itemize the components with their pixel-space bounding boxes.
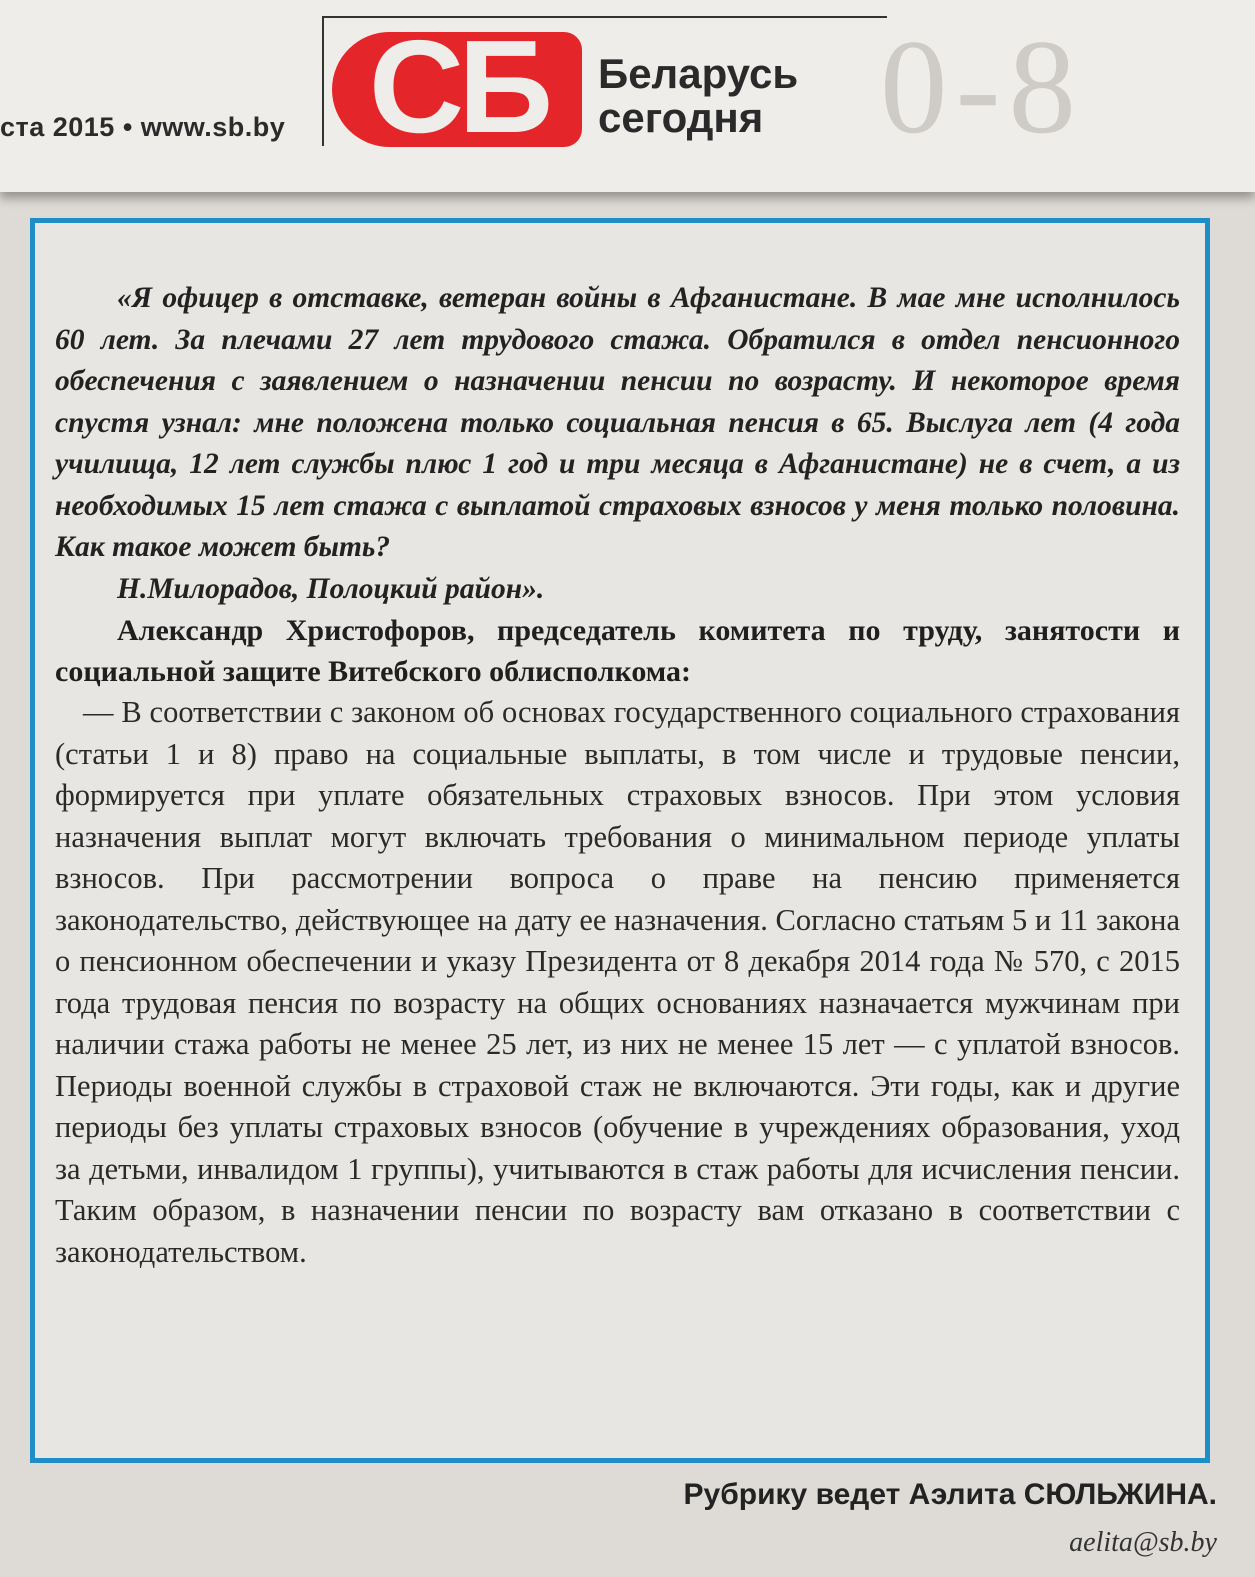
reader-letter-text: «Я офицер в отставке, ветеран войны в Афганистане. В мае мне исполнилось 60 лет. За плечами 27 лет трудового стажа. Обратился в отдел пенсионного обеспечения с заявлением о назначении пенсии по возрасту. И некоторое время спустя узнал: мне положена только социальная пенсия в 65. Выслуга лет (4 года училища, 12 лет службы плюс 1 год и три месяца в Афганистане) не в счет, а из необходимых 15 лет стажа с выплатой страховых взносов у меня только половина. Как такое может быть? (55, 282, 1180, 563)
answer-author: Александр Христофоров, председатель комитета по труду, занятости и социальной защите Витебского облисполкома: (55, 614, 1180, 688)
newspaper-title (598, 52, 798, 140)
newspaper-title-line2: сегодня (598, 94, 764, 141)
column-credit: Рубрику ведет Аэлита СЮЛЬЖИНА. (683, 1478, 1217, 1511)
reader-signature: Н.Милорадов, Полоцкий район». (117, 572, 545, 605)
author-email: aelita@sb.by (1069, 1527, 1217, 1558)
answer-text: — В соответствии с законом об основах государственного социального страхования (статьи 1 и 8) право на социальные выплаты, в том числе и трудовые пенсии, формируется при уплате обязательных страховых взносов. При этом условия назначения выплат могут включать требования о минимальном периоде уплаты взносов. При рассмотрении вопроса о праве на пенсию применяется законодательство, действующее на дату ее назначения. Согласно статьям 5 и 11 закона о пенсионном обеспечении и указу Президента от 8 декабря 2014 года № 570, с 2015 года трудовая пенсия по возрасту на общих основаниях назначается мужчинам при наличии стажа работы не менее 25 лет, из них не менее 15 лет — с уплатой взносов. Периоды военной службы в страховой стаж не включаются. Эти годы, как и другие периоды без уплаты страховых взносов (обучение в учреждениях образования, уход за детьми, инвалидом 1 группы), учитываются в стаж работы для исчисления пенсии. Таким образом, в назначении пенсии по возрасту вам отказано в соответствии с законодательством. (55, 695, 1180, 1269)
masthead-divider (322, 16, 324, 146)
newspaper-title-line1: Беларусь (598, 50, 799, 97)
sb-logo-letters: СБ (368, 13, 548, 160)
dateline: ста 2015 • www.sb.by (0, 112, 286, 142)
article-content (55, 278, 1180, 1273)
newspaper-masthead (0, 0, 1255, 192)
faded-page-number: 0-8 (880, 13, 1084, 162)
reader-letter (55, 278, 1180, 610)
